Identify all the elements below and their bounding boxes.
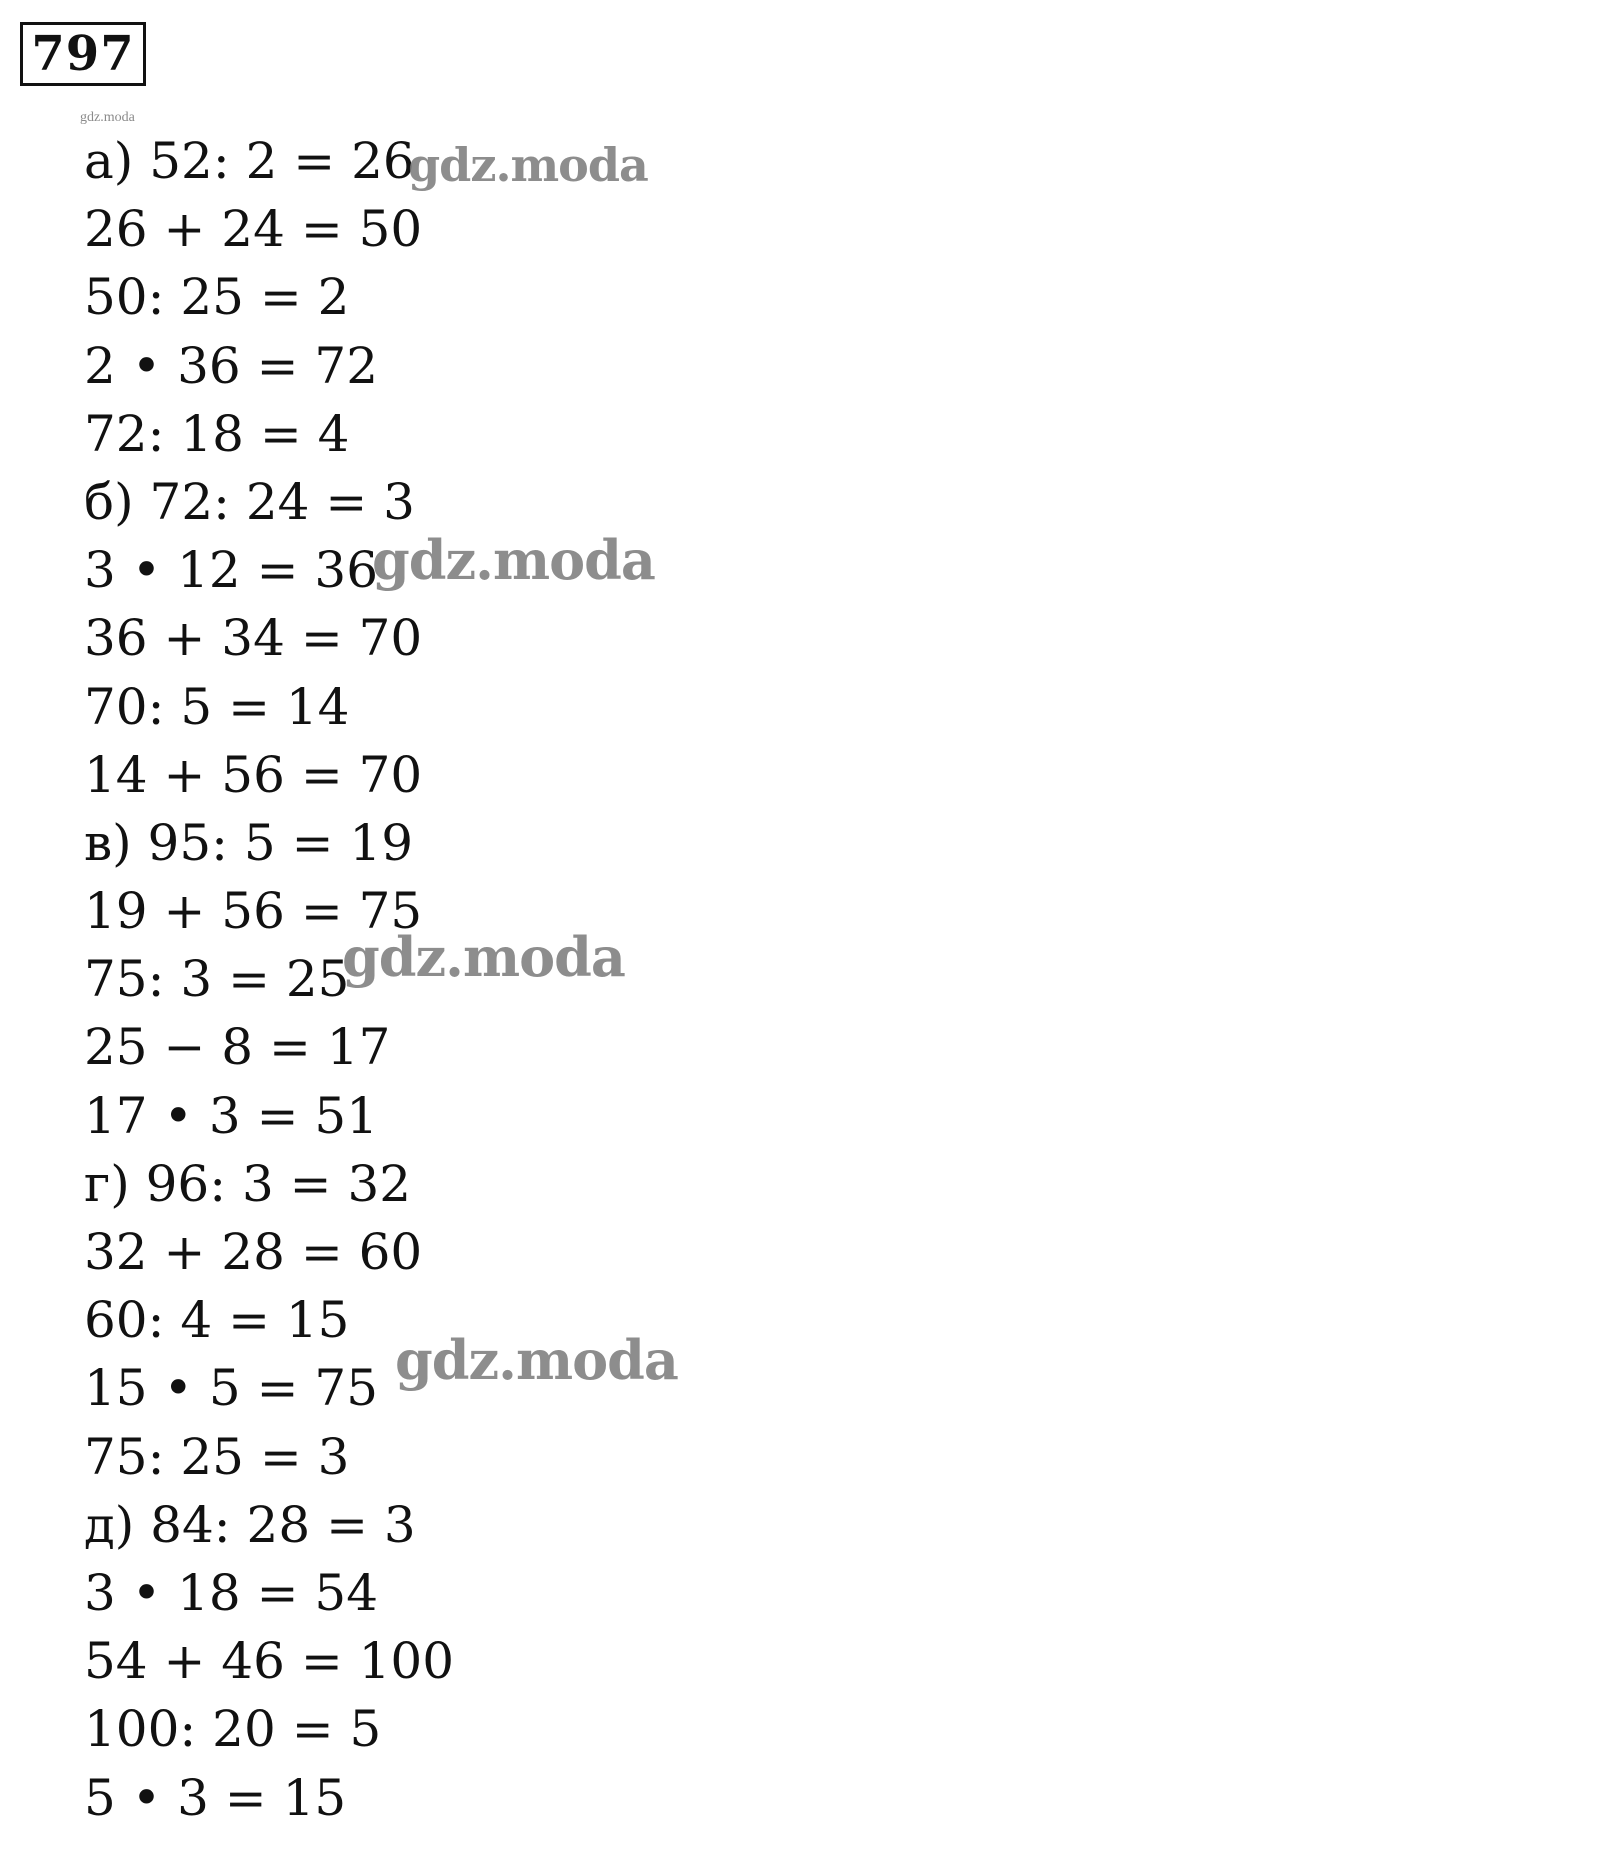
solution-line-18: 60: 4 = 15	[84, 1291, 350, 1350]
solution-line-23: 54 + 46 = 100	[84, 1632, 455, 1691]
watermark-2: gdz.moda	[372, 528, 655, 592]
solution-line-15: 17 • 3 = 51	[84, 1086, 379, 1145]
solution-line-3: 50: 25 = 2	[84, 268, 350, 327]
watermark-4: gdz.moda	[395, 1328, 678, 1392]
solution-line-17: 32 + 28 = 60	[84, 1223, 423, 1281]
solution-line-8: 36 + 34 = 70	[84, 609, 423, 668]
solution-line-16: г) 96: 3 = 32	[84, 1154, 412, 1213]
solution-line-11: в) 95: 5 = 19	[84, 813, 414, 872]
problem-number: 797	[31, 26, 135, 82]
solution-line-25: 5 • 3 = 15	[84, 1768, 347, 1827]
watermark-3: gdz.moda	[342, 925, 625, 989]
solution-line-9: 70: 5 = 14	[84, 677, 350, 736]
solution-line-2: 26 + 24 = 50	[84, 200, 423, 259]
solution-line-14: 25 − 8 = 17	[84, 1018, 391, 1077]
problem-number-box	[20, 22, 146, 86]
solution-line-6: б) 72: 24 = 3	[84, 472, 415, 531]
solution-line-10: 14 + 56 = 70	[84, 745, 423, 804]
solution-line-12: 19 + 56 = 75	[84, 882, 423, 941]
solution-line-24: 100: 20 = 5	[84, 1700, 382, 1759]
solution-line-21: д) 84: 28 = 3	[84, 1495, 416, 1554]
solution-line-1: а) 52: 2 = 26	[84, 132, 415, 190]
small-watermark: gdz.moda	[80, 110, 135, 125]
solution-line-22: 3 • 18 = 54	[84, 1563, 379, 1622]
solution-line-13: 75: 3 = 25	[84, 950, 350, 1009]
solution-line-20: 75: 25 = 3	[84, 1427, 350, 1486]
solution-line-4: 2 • 36 = 72	[84, 336, 379, 395]
solution-line-19: 15 • 5 = 75	[84, 1359, 379, 1418]
watermark-1: gdz.moda	[408, 138, 648, 192]
solution-line-7: 3 • 12 = 36	[84, 541, 379, 600]
solution-line-5: 72: 18 = 4	[84, 404, 350, 463]
